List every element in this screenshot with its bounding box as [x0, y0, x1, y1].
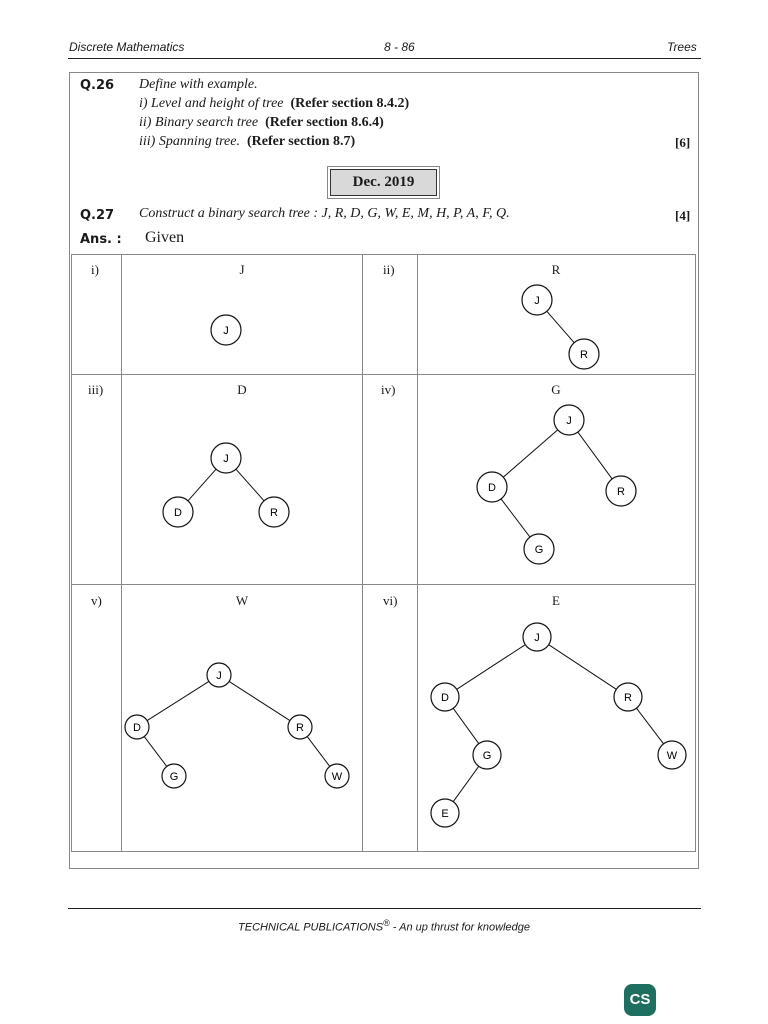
q27-prompt: Construct a binary search tree : J, R, D, G, W, E, M, H, P, A, F, Q. — [139, 206, 510, 221]
step-number: iii) — [88, 382, 104, 397]
q26-prompt: Define with example. — [139, 77, 258, 92]
q26-part-2-text: ii) Binary search tree — [139, 115, 259, 130]
step-key: J — [239, 262, 245, 277]
tree-edge — [229, 681, 290, 720]
tree-node-label: J — [223, 325, 229, 337]
tree-node-label: G — [534, 544, 544, 556]
tree-edge — [578, 432, 612, 479]
q26-part-1-text: i) Level and height of tree — [139, 96, 284, 111]
tree-node-label: J — [566, 415, 572, 427]
tree-edge — [501, 499, 530, 537]
q26-part-3-text: iii) Spanning tree. — [139, 134, 240, 149]
step-key: R — [551, 262, 561, 277]
tree-node-label: R — [270, 507, 278, 519]
step-key: G — [551, 382, 561, 397]
step-number: i) — [91, 262, 99, 277]
q26-part-1-ref: (Refer section 8.4.2) — [290, 96, 410, 111]
header-chapter: Trees — [667, 40, 697, 54]
tree-edge — [457, 645, 526, 690]
q26-label: Q.26 — [80, 78, 115, 93]
tree-edge — [549, 645, 617, 690]
tree-node-label: E — [441, 808, 449, 820]
header-book-title: Discrete Mathematics — [69, 40, 185, 54]
tree-node-label: W — [666, 750, 678, 762]
footer-credit — [0, 918, 768, 934]
registered-mark: ® — [383, 918, 390, 928]
tree-edge — [236, 469, 264, 501]
tree-node-label: D — [133, 722, 141, 734]
exam-session-badge: Dec. 2019 — [330, 169, 437, 196]
step-number: ii) — [383, 262, 395, 277]
tree-edge — [188, 469, 216, 501]
q26-part-2-ref: (Refer section 8.6.4) — [265, 115, 384, 130]
tree-node-label: R — [580, 349, 588, 361]
q26-part-3-ref: (Refer section 8.7) — [246, 134, 356, 149]
tree-edge — [636, 708, 663, 744]
step-number: iv) — [381, 382, 396, 397]
tree-node-label: D — [488, 482, 496, 494]
step-key: E — [552, 593, 560, 608]
q27-marks: [4] — [675, 208, 691, 223]
tree-node-label: R — [617, 486, 625, 498]
tree-node-label: D — [174, 507, 182, 519]
step-number: v) — [91, 593, 102, 608]
footer-publisher: TECHNICAL PUBLICATIONS — [238, 921, 384, 934]
tree-node-label: J — [534, 295, 540, 307]
tree-node-label: J — [216, 670, 222, 682]
answer-label: Ans. : — [80, 232, 122, 247]
tree-edge — [307, 737, 330, 767]
camscanner-logo: CS — [624, 984, 656, 1016]
tree-edge — [453, 708, 479, 743]
tree-node-label: J — [534, 632, 540, 644]
tree-edge — [453, 766, 479, 801]
tree-node-label: J — [223, 453, 229, 465]
tree-node-label: G — [482, 750, 492, 762]
footer-tagline: - An up thrust for knowledge — [389, 921, 530, 934]
tree-edge — [144, 737, 167, 767]
step-key: D — [237, 382, 247, 397]
q26-marks: [6] — [675, 135, 691, 150]
tree-edge — [503, 430, 557, 477]
tree-node-label: D — [441, 692, 449, 704]
tree-node-label: R — [624, 692, 632, 704]
step-number: vi) — [383, 593, 398, 608]
header-page-number: 8 - 86 — [384, 40, 415, 54]
footer-divider — [68, 908, 701, 909]
step-key: W — [235, 593, 249, 608]
q27-label: Q.27 — [80, 208, 115, 223]
tree-node-label: R — [296, 722, 304, 734]
tree-edge — [147, 681, 209, 720]
answer-text: Given — [145, 229, 185, 246]
tree-node-label: G — [169, 771, 179, 783]
tree-node-label: W — [331, 771, 343, 783]
tree-edge — [547, 311, 574, 342]
